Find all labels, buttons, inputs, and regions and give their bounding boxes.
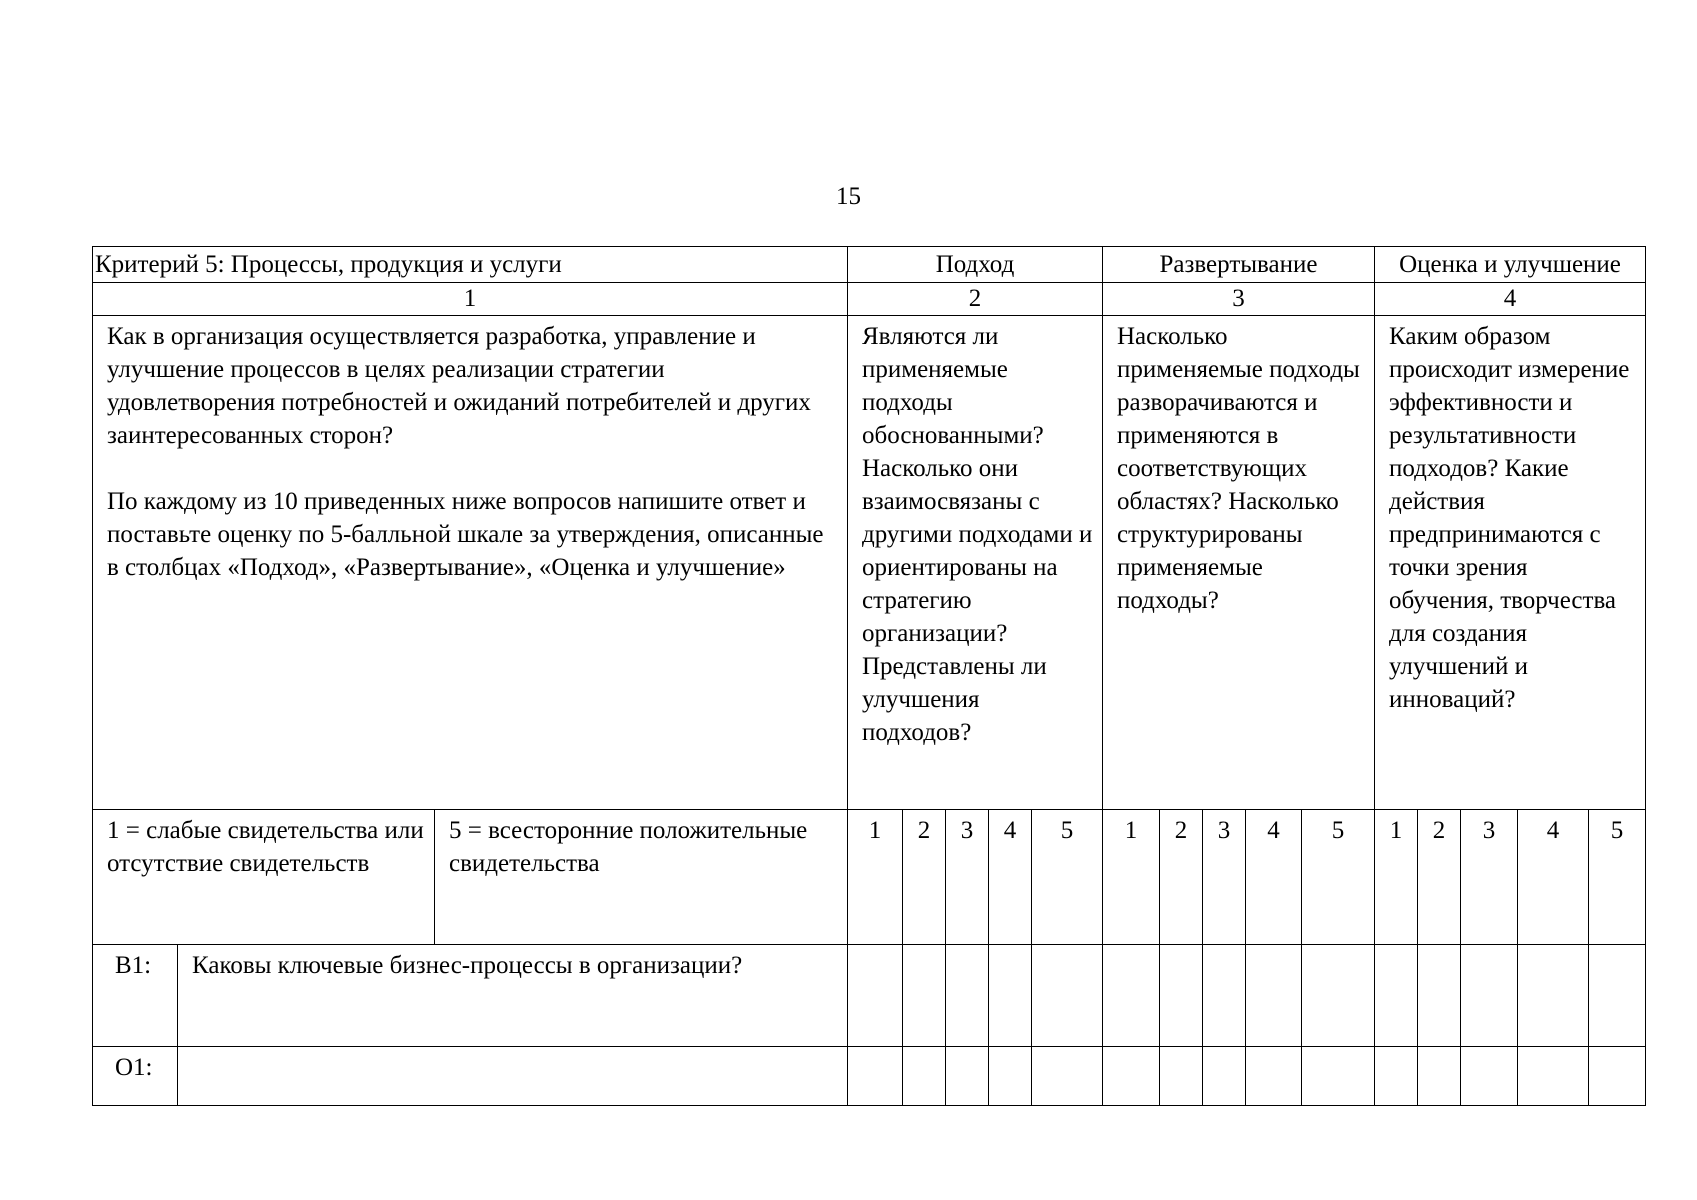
deployment-score-label: 3 bbox=[1203, 810, 1246, 945]
score-cell[interactable] bbox=[1461, 945, 1518, 1047]
answer-label: О1: bbox=[93, 1047, 178, 1106]
score-cell[interactable] bbox=[1302, 1047, 1375, 1106]
score-cell[interactable] bbox=[1375, 945, 1418, 1047]
approach-score-label: 3 bbox=[946, 810, 989, 945]
score-cell[interactable] bbox=[1589, 1047, 1646, 1106]
score-cell[interactable] bbox=[903, 1047, 946, 1106]
score-cell[interactable] bbox=[1589, 945, 1646, 1047]
score-cell[interactable] bbox=[946, 945, 989, 1047]
score-cell[interactable] bbox=[1375, 1047, 1418, 1106]
answer-row bbox=[93, 1047, 1646, 1106]
scale-row bbox=[93, 810, 1646, 945]
score-cell[interactable] bbox=[1203, 945, 1246, 1047]
description-row bbox=[93, 316, 1646, 810]
column-number: 3 bbox=[1103, 283, 1375, 316]
score-cell[interactable] bbox=[1518, 945, 1589, 1047]
score-cell[interactable] bbox=[1518, 1047, 1589, 1106]
column-number: 4 bbox=[1375, 283, 1646, 316]
assessment-score-label: 1 bbox=[1375, 810, 1418, 945]
score-cell[interactable] bbox=[1103, 945, 1160, 1047]
assessment-score-label: 4 bbox=[1518, 810, 1589, 945]
score-cell[interactable] bbox=[989, 1047, 1032, 1106]
criterion-instruction: По каждому из 10 приведенных ниже вопросов напишите ответ и поставьте оценку по 5-балльной шкале за утверждения, описанные в столбцах «Подход», «Развертывание», «Оценка и улучшение» bbox=[107, 488, 824, 581]
deployment-guiding-question: Насколько применяемые подходы разворачиваются и применяются в соответствующих областях? Насколько структурированы применяемые подходы? bbox=[1103, 316, 1375, 810]
question-text: Каковы ключевые бизнес-процессы в организации? bbox=[178, 945, 848, 1047]
deployment-score-label: 5 bbox=[1302, 810, 1375, 945]
score-cell[interactable] bbox=[946, 1047, 989, 1106]
score-cell[interactable] bbox=[1032, 1047, 1103, 1106]
criterion-question: Как в организация осуществляется разработка, управление и улучшение процессов в целях реализации стратегии удовлетворения потребностей и ожиданий потребителей и других заинтересованных сторон? bbox=[107, 323, 811, 449]
score-cell[interactable] bbox=[903, 945, 946, 1047]
scale-low-label: 1 = слабые свидетельства или отсутствие свидетельств bbox=[93, 810, 435, 945]
deployment-score-label: 2 bbox=[1160, 810, 1203, 945]
question-label: В1: bbox=[93, 945, 178, 1047]
score-cell[interactable] bbox=[1032, 945, 1103, 1047]
page-number: 15 bbox=[836, 183, 861, 210]
approach-score-label: 2 bbox=[903, 810, 946, 945]
approach-score-label: 1 bbox=[848, 810, 903, 945]
score-cell[interactable] bbox=[1160, 1047, 1203, 1106]
score-cell[interactable] bbox=[1418, 945, 1461, 1047]
assessment-score-label: 2 bbox=[1418, 810, 1461, 945]
score-cell[interactable] bbox=[1302, 945, 1375, 1047]
header-row bbox=[93, 247, 1646, 283]
column-number: 1 bbox=[93, 283, 848, 316]
score-cell[interactable] bbox=[1103, 1047, 1160, 1106]
criterion-title: Критерий 5: Процессы, продукция и услуги bbox=[93, 247, 848, 283]
assessment-score-label: 3 bbox=[1461, 810, 1518, 945]
assessment-guiding-question: Каким образом происходит измерение эффективности и результативности подходов? Какие действия предпринимаются с точки зрения обучения, творчества для создания улучшений и инноваций? bbox=[1375, 316, 1646, 810]
criterion-table bbox=[92, 246, 1646, 1106]
column-number-row bbox=[93, 283, 1646, 316]
approach-header: Подход bbox=[848, 247, 1103, 283]
score-cell[interactable] bbox=[989, 945, 1032, 1047]
score-cell[interactable] bbox=[1418, 1047, 1461, 1106]
answer-text-cell[interactable] bbox=[178, 1047, 848, 1106]
approach-score-label: 4 bbox=[989, 810, 1032, 945]
score-cell[interactable] bbox=[848, 1047, 903, 1106]
assessment-score-label: 5 bbox=[1589, 810, 1646, 945]
approach-guiding-question: Являются ли применяемые подходы обоснованными? Насколько они взаимосвязаны с другими подходами и ориентированы на стратегию организации? Представлены ли улучшения подходов? bbox=[848, 316, 1103, 810]
column-number: 2 bbox=[848, 283, 1103, 316]
scale-high-label: 5 = всесторонние положительные свидетельства bbox=[435, 810, 848, 945]
deployment-score-label: 1 bbox=[1103, 810, 1160, 945]
score-cell[interactable] bbox=[1246, 1047, 1302, 1106]
approach-score-label: 5 bbox=[1032, 810, 1103, 945]
deployment-header: Развертывание bbox=[1103, 247, 1375, 283]
score-cell[interactable] bbox=[1461, 1047, 1518, 1106]
assessment-header: Оценка и улучшение bbox=[1375, 247, 1646, 283]
score-cell[interactable] bbox=[1246, 945, 1302, 1047]
criterion-description bbox=[93, 316, 848, 810]
score-cell[interactable] bbox=[1160, 945, 1203, 1047]
score-cell[interactable] bbox=[848, 945, 903, 1047]
score-cell[interactable] bbox=[1203, 1047, 1246, 1106]
question-row bbox=[93, 945, 1646, 1047]
deployment-score-label: 4 bbox=[1246, 810, 1302, 945]
